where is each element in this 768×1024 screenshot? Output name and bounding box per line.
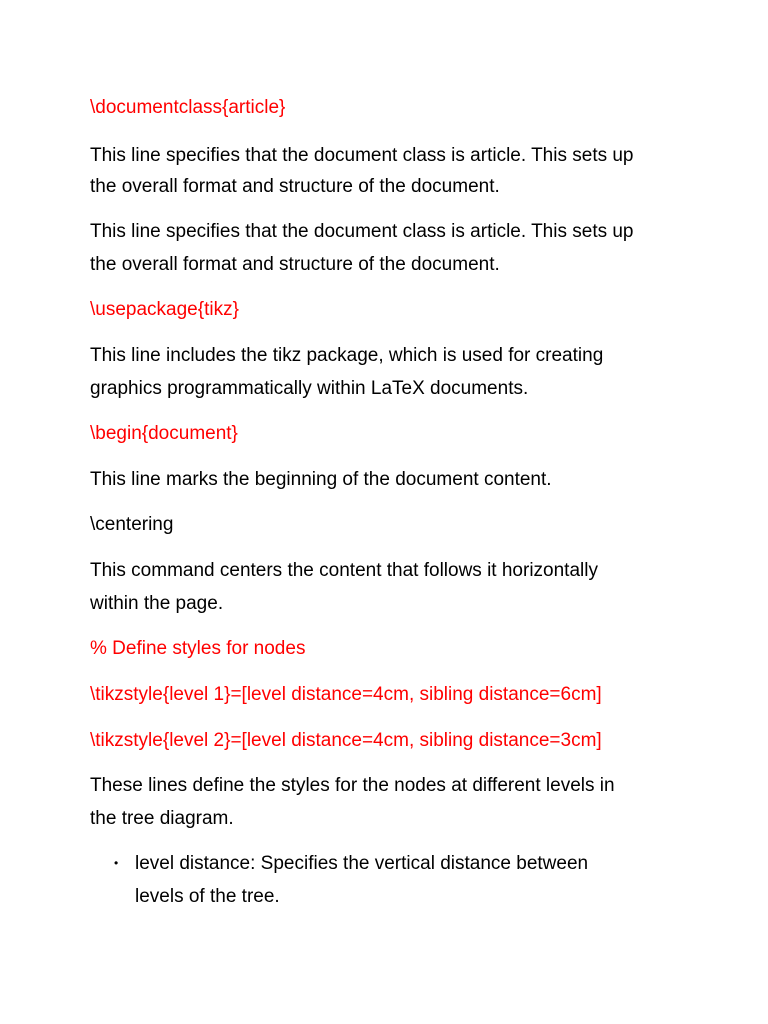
code-tikzstyle-level-2: \tikzstyle{level 2}=[level distance=4cm, sibling distance=3cm] (90, 730, 602, 751)
paragraph-3-line-2: graphics programmatically within LaTeX documents. (90, 378, 529, 399)
paragraph-1-line-2: the overall format and structure of the document. (90, 176, 500, 197)
bullet-icon: • (114, 856, 119, 870)
paragraph-6-line-2: the tree diagram. (90, 808, 234, 829)
paragraph-2-line-2: the overall format and structure of the document. (90, 254, 500, 275)
code-tikzstyle-level-1: \tikzstyle{level 1}=[level distance=4cm, sibling distance=6cm] (90, 684, 602, 705)
paragraph-6-line-1: These lines define the styles for the nodes at different levels in (90, 775, 615, 796)
code-begin-document: \begin{document} (90, 423, 238, 444)
paragraph-5-line-1: This command centers the content that follows it horizontally (90, 560, 598, 581)
paragraph-1-line-1: This line specifies that the document class is article. This sets up (90, 145, 634, 166)
list-item-line-1: level distance: Specifies the vertical distance between (135, 853, 589, 874)
code-usepackage: \usepackage{tikz} (90, 299, 239, 320)
code-documentclass: \documentclass{article} (90, 97, 286, 118)
paragraph-2-line-1: This line specifies that the document class is article. This sets up (90, 221, 634, 242)
code-comment-styles: % Define styles for nodes (90, 638, 306, 659)
list-item-text (135, 847, 588, 913)
list-item-line-2: levels of the tree. (135, 886, 280, 907)
paragraph-4-line-1: This line marks the beginning of the document content. (90, 469, 552, 490)
paragraph-3-line-1: This line includes the tikz package, which is used for creating (90, 345, 604, 366)
code-centering: \centering (90, 514, 174, 535)
paragraph-5-line-2: within the page. (90, 593, 224, 614)
